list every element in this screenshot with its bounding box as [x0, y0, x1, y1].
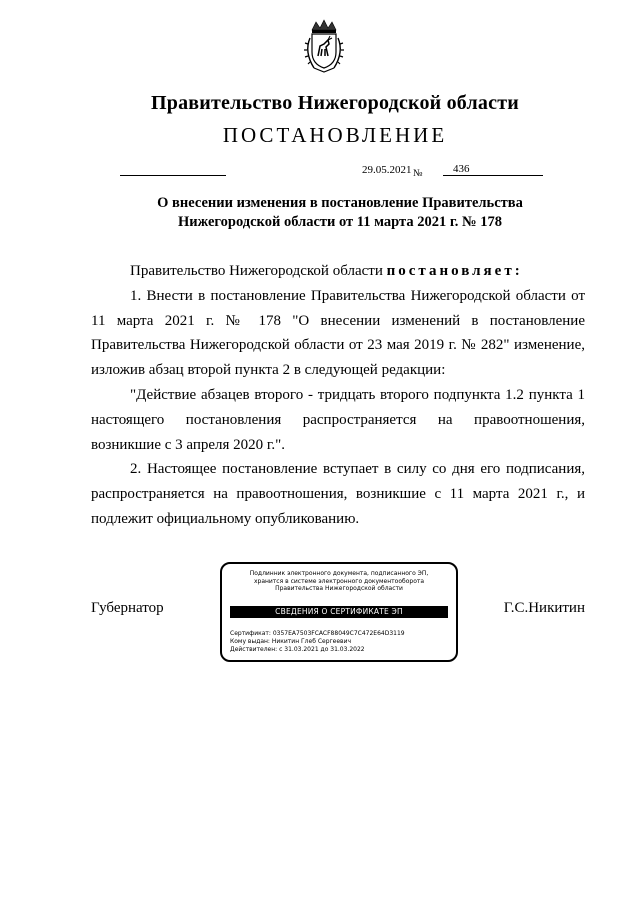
- intro-paragraph: [91, 259, 585, 284]
- paragraph-1: 1. Внести в постановление Правительства Нижегородской области от 11 марта 2021 г. № 178 "О внесении изменений в постановление Правительства Нижегородской области от 23 мая 2019 г. № 282" изменение, изложив абзац второй пункта 2 в следующей редакции:: [91, 287, 585, 379]
- coat-of-arms-icon: [302, 18, 346, 74]
- document-type: ПОСТАНОВЛЕНИЕ: [222, 123, 448, 147]
- stamp-details: [230, 630, 450, 654]
- signer-role: Губернатор: [91, 600, 164, 616]
- document-body: [91, 259, 585, 532]
- stamp-note-line-3: Правительства Нижегородской области: [275, 585, 403, 592]
- certificate-id: Сертификат: 0357EA7503FCACF88049C7C472E64D3119: [230, 630, 405, 637]
- paragraph-2: 2. Настоящее постановление вступает в силу со дня его подписания, распространяется на правоотношения, возникшие с 11 марта 2021 г., и подлежит официальному опубликованию.: [91, 461, 585, 527]
- certificate-owner: Кому выдан: Никитин Глеб Сергеевич: [230, 638, 352, 645]
- subject-line-1: О внесении изменения в постановление Правительства: [157, 195, 523, 211]
- signer-name: Г.С.Никитин: [503, 600, 585, 616]
- intro-text: Правительство Нижегородской области: [130, 263, 387, 279]
- paragraph-quote: "Действие абзацев второго - тридцать второго подпункта 1.2 пункта 1 настоящего постановления распространяется на правоотношения, возникшие с 3 апреля 2020 г.".: [91, 386, 585, 453]
- subject-line-2: Нижегородской области от 11 марта 2021 г. № 178: [178, 214, 502, 230]
- stamp-certificate-header: СВЕДЕНИЯ О СЕРТИФИКАТЕ ЭП: [230, 606, 448, 618]
- number-label: №: [413, 168, 423, 179]
- document-subject: [100, 194, 580, 232]
- stamp-note-line-1: Подлинник электронного документа, подписанного ЭП,: [249, 570, 429, 577]
- registration-line: [120, 175, 226, 176]
- decree-word: постановляет:: [386, 263, 523, 279]
- number-line: [443, 175, 543, 176]
- stamp-note-line-2: хранится в системе электронного документооборота: [253, 577, 425, 585]
- document-number: 436: [453, 163, 470, 175]
- stamp-note: [230, 570, 448, 593]
- document-date: 29.05.2021: [362, 164, 412, 176]
- electronic-signature-stamp: [220, 562, 458, 662]
- certificate-validity: Действителен: с 31.03.2021 до 31.03.2022: [230, 646, 365, 653]
- organization-title: Правительство Нижегородской области: [151, 92, 519, 114]
